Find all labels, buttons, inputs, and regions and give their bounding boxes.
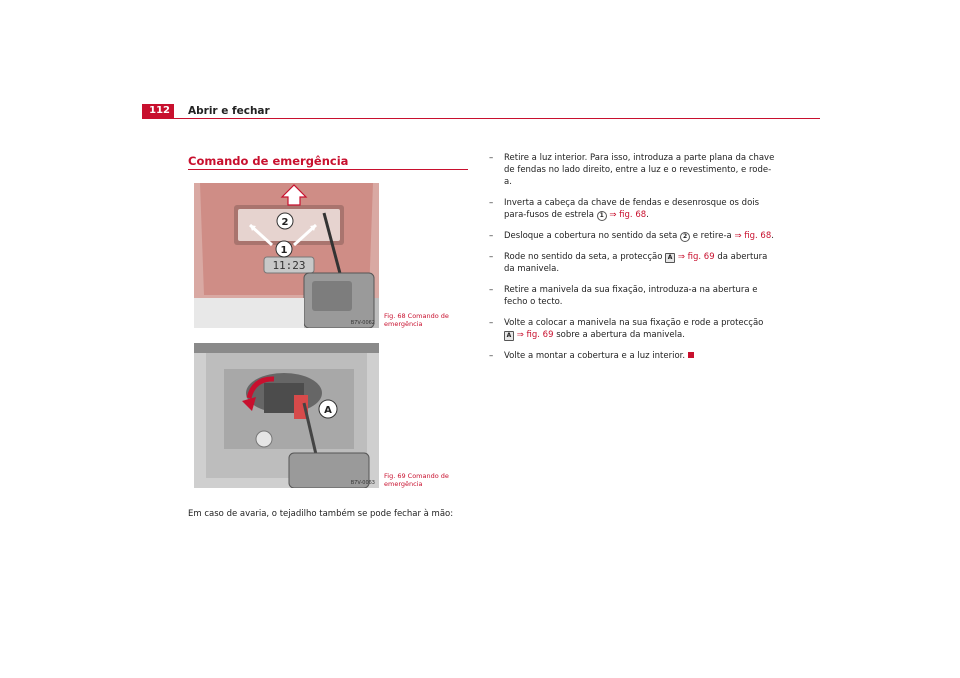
step-text: Retire a manivela da sua fixação, introduza-a na abertura e fecho o tecto.: [504, 285, 758, 307]
callout-badge: A: [504, 331, 514, 341]
figure-link[interactable]: ⇒ fig. 69: [677, 252, 715, 262]
step-text: .: [646, 210, 649, 220]
intro-text: Em caso de avaria, o tejadilho também se pode fechar à mão:: [188, 509, 454, 519]
step-item: [486, 230, 776, 242]
section-title: Comando de emergência: [188, 154, 349, 168]
callout-2-label: 2: [281, 217, 289, 228]
step-text: Volte a montar a cobertura e a luz interior.: [504, 351, 686, 361]
figure-68-image: [194, 183, 379, 328]
step-item: [486, 251, 776, 275]
step-text: Inverta a cabeça da chave de fendas e desenrosque os dois para-fusos de estrela: [504, 198, 760, 220]
step-text: .: [771, 231, 774, 241]
header-rule: [142, 118, 820, 119]
figure-68-caption: Fig. 68 Comando de emergência: [384, 312, 449, 328]
figure-link[interactable]: ⇒ fig. 68: [734, 231, 772, 241]
figure-68-code: B7V-0062: [350, 320, 375, 326]
figure-69-code: B7V-0063: [350, 480, 375, 486]
step-text: da abertura da manivela.: [504, 252, 768, 274]
step-item: [486, 152, 776, 188]
callout-badge: A: [665, 253, 675, 263]
step-text: Rode no sentido da seta, a protecção: [504, 252, 666, 262]
figure-69-image: [194, 343, 379, 488]
step-item: [486, 317, 776, 341]
steps-list: [486, 152, 776, 371]
end-of-section-icon: [688, 352, 694, 358]
step-item: [486, 284, 776, 308]
step-text: e retire-a: [690, 231, 735, 241]
callout-a-label: A: [324, 405, 332, 416]
page-number: 112: [142, 104, 174, 118]
step-text: sobre a abertura da manivela.: [553, 330, 685, 340]
step-item: [486, 350, 776, 362]
callout-1-label: 1: [280, 245, 288, 256]
running-title: Abrir e fechar: [188, 105, 270, 117]
step-text: Retire a luz interior. Para isso, introduza a parte plana da chave de fendas no lado direito, entre a luz e o revestimento, e rode-a.: [504, 153, 775, 187]
step-text: Desloque a cobertura no sentido da seta: [504, 231, 681, 241]
callout-badge: 2: [680, 232, 690, 242]
section-title-rule: [188, 169, 468, 170]
figure-69-caption: Fig. 69 Comando de emergência: [384, 472, 449, 488]
callout-badge: 1: [597, 211, 607, 221]
clock-display-text: 11:23: [272, 259, 306, 272]
step-text: Volte a colocar a manivela na sua fixação e rode a protecção: [504, 318, 764, 328]
figure-link[interactable]: ⇒ fig. 68: [609, 210, 647, 220]
step-item: [486, 197, 776, 221]
figure-link[interactable]: ⇒ fig. 69: [516, 330, 554, 340]
